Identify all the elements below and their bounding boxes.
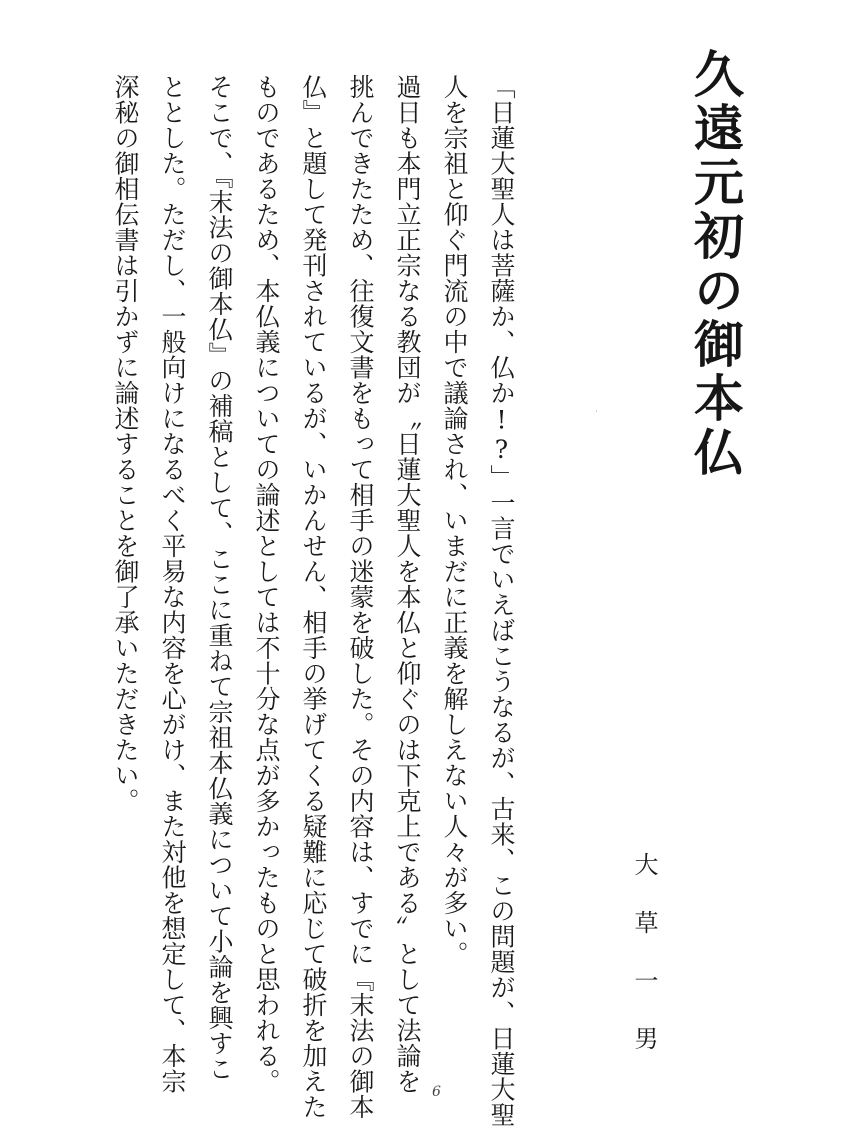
body-line: 挑んできたため、往復文書をもって相手の迷蒙を破した。その内容は、すでに『末法の御本 bbox=[346, 74, 375, 1120]
body-line: 「日蓮大聖人は菩薩か、仏か!?」一言でいえばこうなるが、古来、この問題が、日蓮大聖 bbox=[487, 74, 516, 1128]
scan-speck bbox=[596, 410, 597, 412]
body-paragraph bbox=[102, 74, 525, 1128]
body-line: 仏』と題して発刊されているが、いかんせん、相手の挙げてくる疑難に応じて破折を加えた bbox=[299, 74, 328, 1120]
body-line: ものであるため、本仏義についての論述としては不十分な点が多かったものと思われる。 bbox=[252, 74, 281, 1094]
article-title: 久遠元初の御本仏 bbox=[686, 48, 745, 480]
body-line: ととした。ただし、一般向けになるべく平易な内容を心がけ、また対他を想定して、本宗 bbox=[158, 74, 187, 1094]
author-name: 大草一男 bbox=[630, 852, 658, 1084]
body-line: 深秘の御相伝書は引かずに論述することを御了承いただきたい。 bbox=[111, 74, 140, 814]
body-line: 人を宗祖と仰ぐ門流の中で議論され、いまだに正義を解しえない人々が多い。 bbox=[440, 74, 469, 967]
page-number: 6 bbox=[432, 1084, 441, 1100]
body-line: 過日も本門立正宗なる教団が〝日蓮大聖人を本仏と仰ぐのは下克上である〟として法論を bbox=[393, 74, 422, 1094]
body-line: そこで、『末法の御本仏』の補稿として、ここに重ねて宗祖本仏義について小論を興すこ bbox=[205, 74, 234, 1082]
body-text bbox=[102, 74, 525, 1128]
